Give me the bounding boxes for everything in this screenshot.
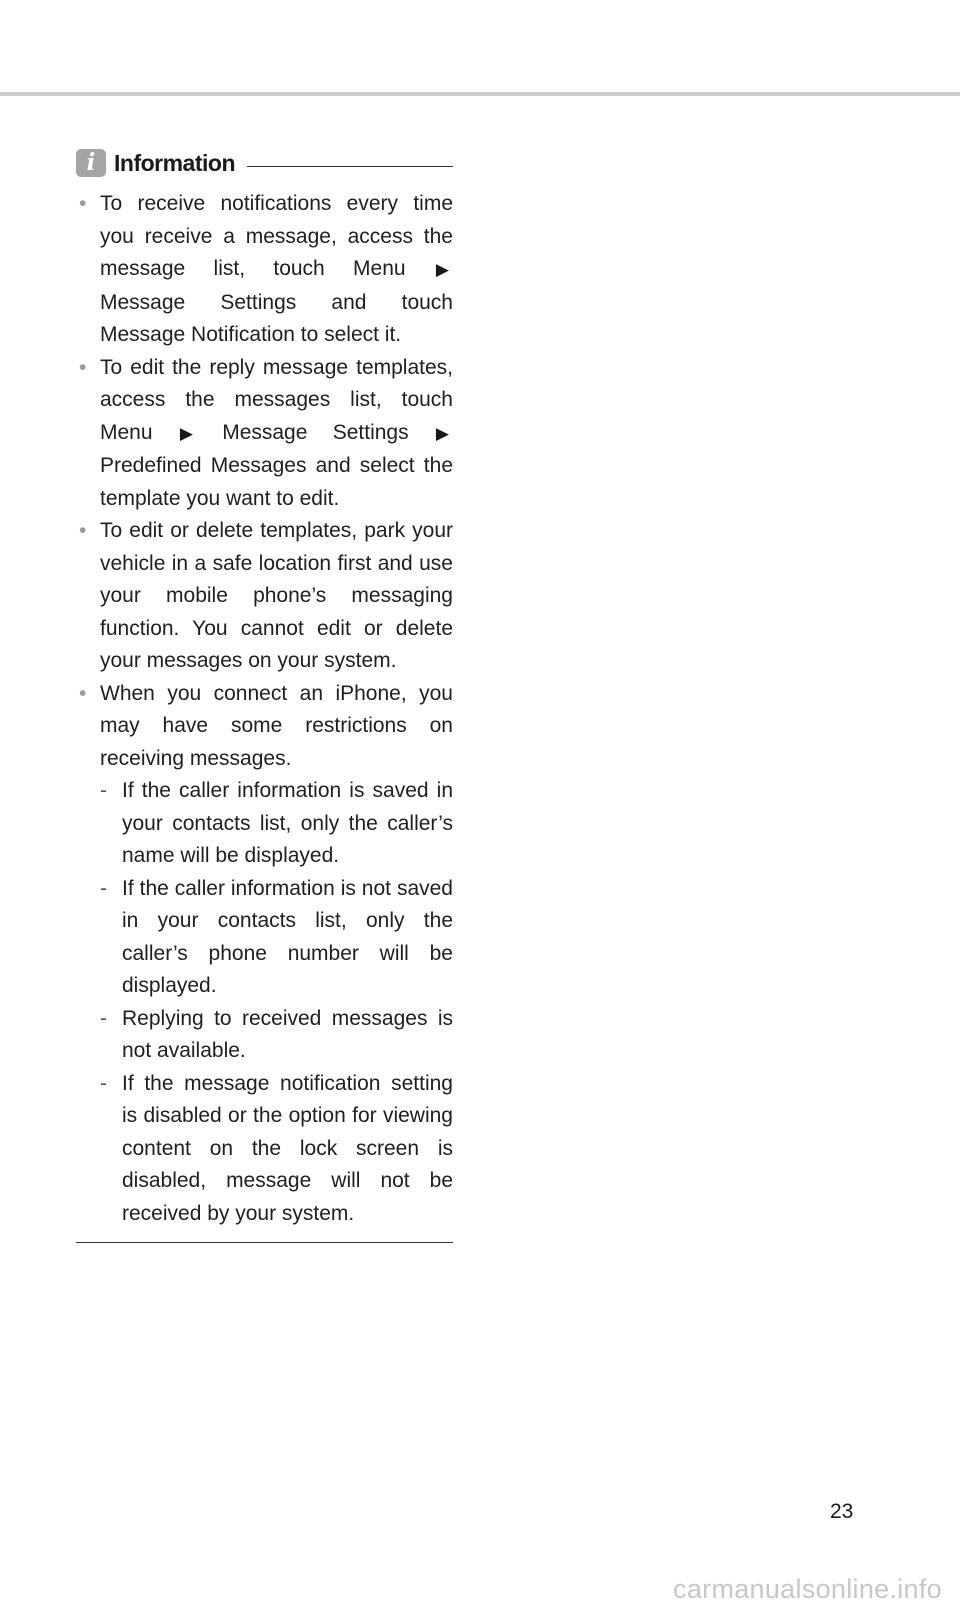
arrow-right-icon: ▶ [435, 423, 449, 443]
bullet-icon: • [79, 681, 87, 705]
bullet-icon: • [79, 192, 87, 215]
arrow-right-icon: ▶ [179, 423, 193, 443]
bullet-text: Message Settings and touch Message Notification to select it. [100, 290, 453, 346]
bullet-text: To edit or delete templates, park your vehicle in a safe location first and use your mobile phone’s messaging function. You cannot edit or delete your messages on your system. [100, 519, 453, 672]
sub-item-text: If the message notification setting is disabled or the option for viewing content on the lock screen is disabled, message will not be received by your system. [122, 1071, 453, 1225]
dash-icon: - [100, 1006, 107, 1030]
sub-item-text: If the caller information is not saved in your contacts list, only the caller’s phone number will be displayed. [122, 876, 453, 997]
arrow-right-icon: ▶ [435, 260, 449, 279]
info-icon: i [76, 149, 106, 177]
bullet-icon: • [79, 355, 87, 379]
list-item [76, 515, 453, 678]
information-bottom-rule [76, 1242, 453, 1243]
sub-list-item [100, 1068, 453, 1231]
bullet-text: To edit the reply message templates, access the messages list, touch Menu [100, 355, 453, 444]
bullet-text: When you connect an iPhone, you may have some restrictions on receiving messages. [100, 681, 453, 770]
sub-list-item [100, 873, 453, 1003]
list-item [76, 188, 453, 352]
list-item [76, 678, 453, 1231]
dash-icon: - [100, 876, 107, 900]
bullet-text: Message Settings [222, 420, 409, 444]
sub-item-text: If the caller information is saved in your contacts list, only the caller’s name will be displayed. [122, 779, 453, 867]
list-item [76, 352, 453, 516]
information-title: Information [114, 149, 235, 176]
information-list [76, 188, 453, 1230]
bullet-text: To receive notifications every time you receive a message, access the message list, touch Menu [100, 192, 453, 280]
dash-icon: - [100, 1071, 107, 1095]
sub-item-text: Replying to received messages is not available. [122, 1006, 453, 1062]
sub-list-item [100, 775, 453, 873]
information-box [76, 148, 453, 1243]
watermark-text: carmanualsonline.info [673, 1574, 942, 1604]
dash-icon: - [100, 779, 107, 802]
information-header [76, 148, 453, 178]
header-rule [0, 92, 960, 96]
page-number: 23 [830, 1500, 854, 1523]
sub-list [100, 775, 453, 1230]
sub-list-item [100, 1003, 453, 1068]
bullet-text: Predefined Messages and select the template you want to edit. [100, 454, 453, 510]
bullet-icon: • [79, 519, 87, 542]
title-rule [247, 166, 453, 167]
